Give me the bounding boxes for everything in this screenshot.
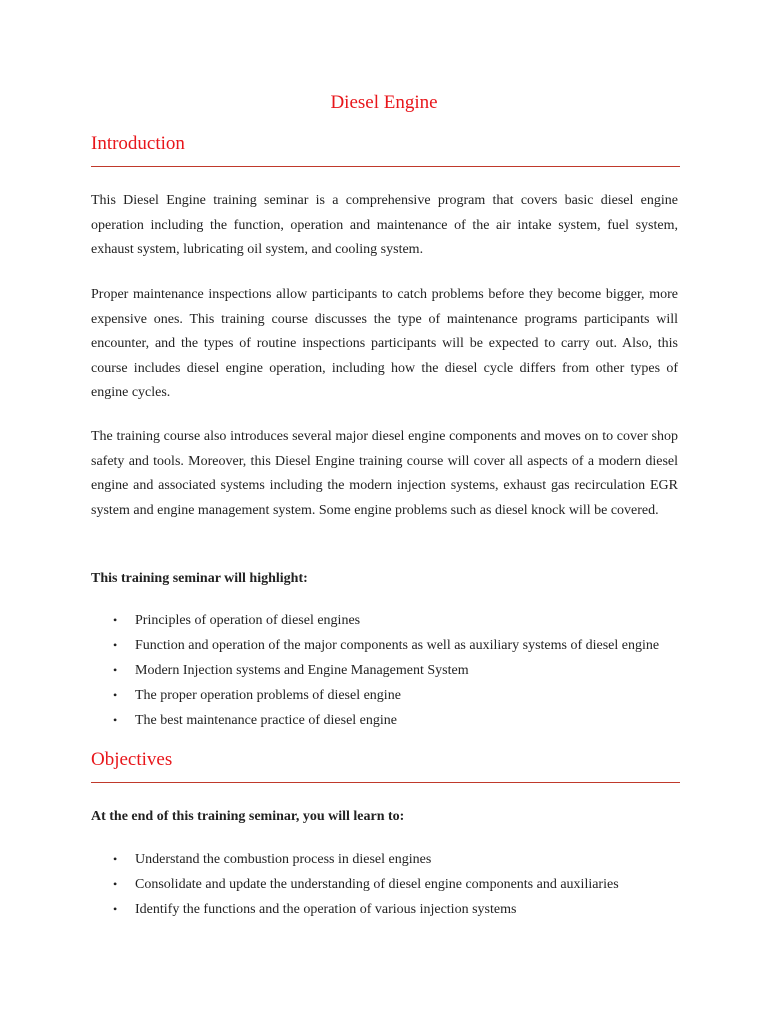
intro-paragraph-2: Proper maintenance inspections allow participants to catch problems before they become bigger, more expensive ones. This training course discusses the type of maintenance programs participants will encounter, and the types of routine inspections participants will be expected to carry out. Also, this course includes diesel engine operation, including how the diesel cycle differs from other types of engine cycles. (91, 287, 678, 401)
highlight-list (91, 608, 691, 733)
list-item-text: Modern Injection systems and Engine Management System (135, 663, 469, 678)
list-item (91, 658, 691, 683)
list-item-text: Understand the combustion process in diesel engines (135, 852, 432, 867)
introduction-heading: Introduction (91, 133, 185, 154)
bullet-icon: • (113, 877, 118, 891)
list-item-text: The best maintenance practice of diesel engine (135, 713, 397, 728)
bullet-icon: • (113, 852, 118, 866)
bullet-icon: • (113, 713, 118, 727)
list-item (91, 897, 691, 922)
list-item-text: The proper operation problems of diesel engine (135, 688, 401, 703)
list-item (91, 683, 691, 708)
list-item (91, 633, 691, 658)
list-item (91, 708, 691, 733)
bullet-icon: • (113, 663, 118, 677)
objectives-lead: At the end of this training seminar, you will learn to: (91, 809, 405, 824)
bullet-icon: • (113, 902, 118, 916)
highlight-label: This training seminar will highlight: (91, 571, 308, 586)
document-title: Diesel Engine (330, 92, 438, 113)
list-item-text: Principles of operation of diesel engines (135, 613, 361, 628)
intro-paragraph-1: This Diesel Engine training seminar is a comprehensive program that covers basic diesel engine operation including the function, operation and maintenance of the air intake system, fuel system, exhaust system, lubricating oil system, and cooling system. (91, 193, 678, 258)
list-item (91, 872, 691, 897)
list-item-text: Identify the functions and the operation of various injection systems (135, 902, 517, 917)
list-item (91, 847, 691, 872)
list-item (91, 608, 691, 633)
intro-paragraph-3: The training course also introduces several major diesel engine components and moves on to cover shop safety and tools. Moreover, this Diesel Engine training course will cover all aspects of a modern diesel engine and associated systems including the modern injection systems, exhaust gas recirculation EGR system and engine management system. Some engine problems such as diesel knock will be covered. (91, 429, 678, 518)
bullet-icon: • (113, 688, 118, 702)
introduction-rule (91, 166, 680, 167)
list-item-text: Function and operation of the major components as well as auxiliary systems of diesel engine (135, 638, 660, 653)
objectives-rule (91, 782, 680, 783)
objectives-list (91, 847, 691, 922)
bullet-icon: • (113, 613, 118, 627)
list-item-text: Consolidate and update the understanding of diesel engine components and auxiliaries (135, 877, 619, 892)
objectives-heading: Objectives (91, 749, 173, 770)
bullet-icon: • (113, 638, 118, 652)
